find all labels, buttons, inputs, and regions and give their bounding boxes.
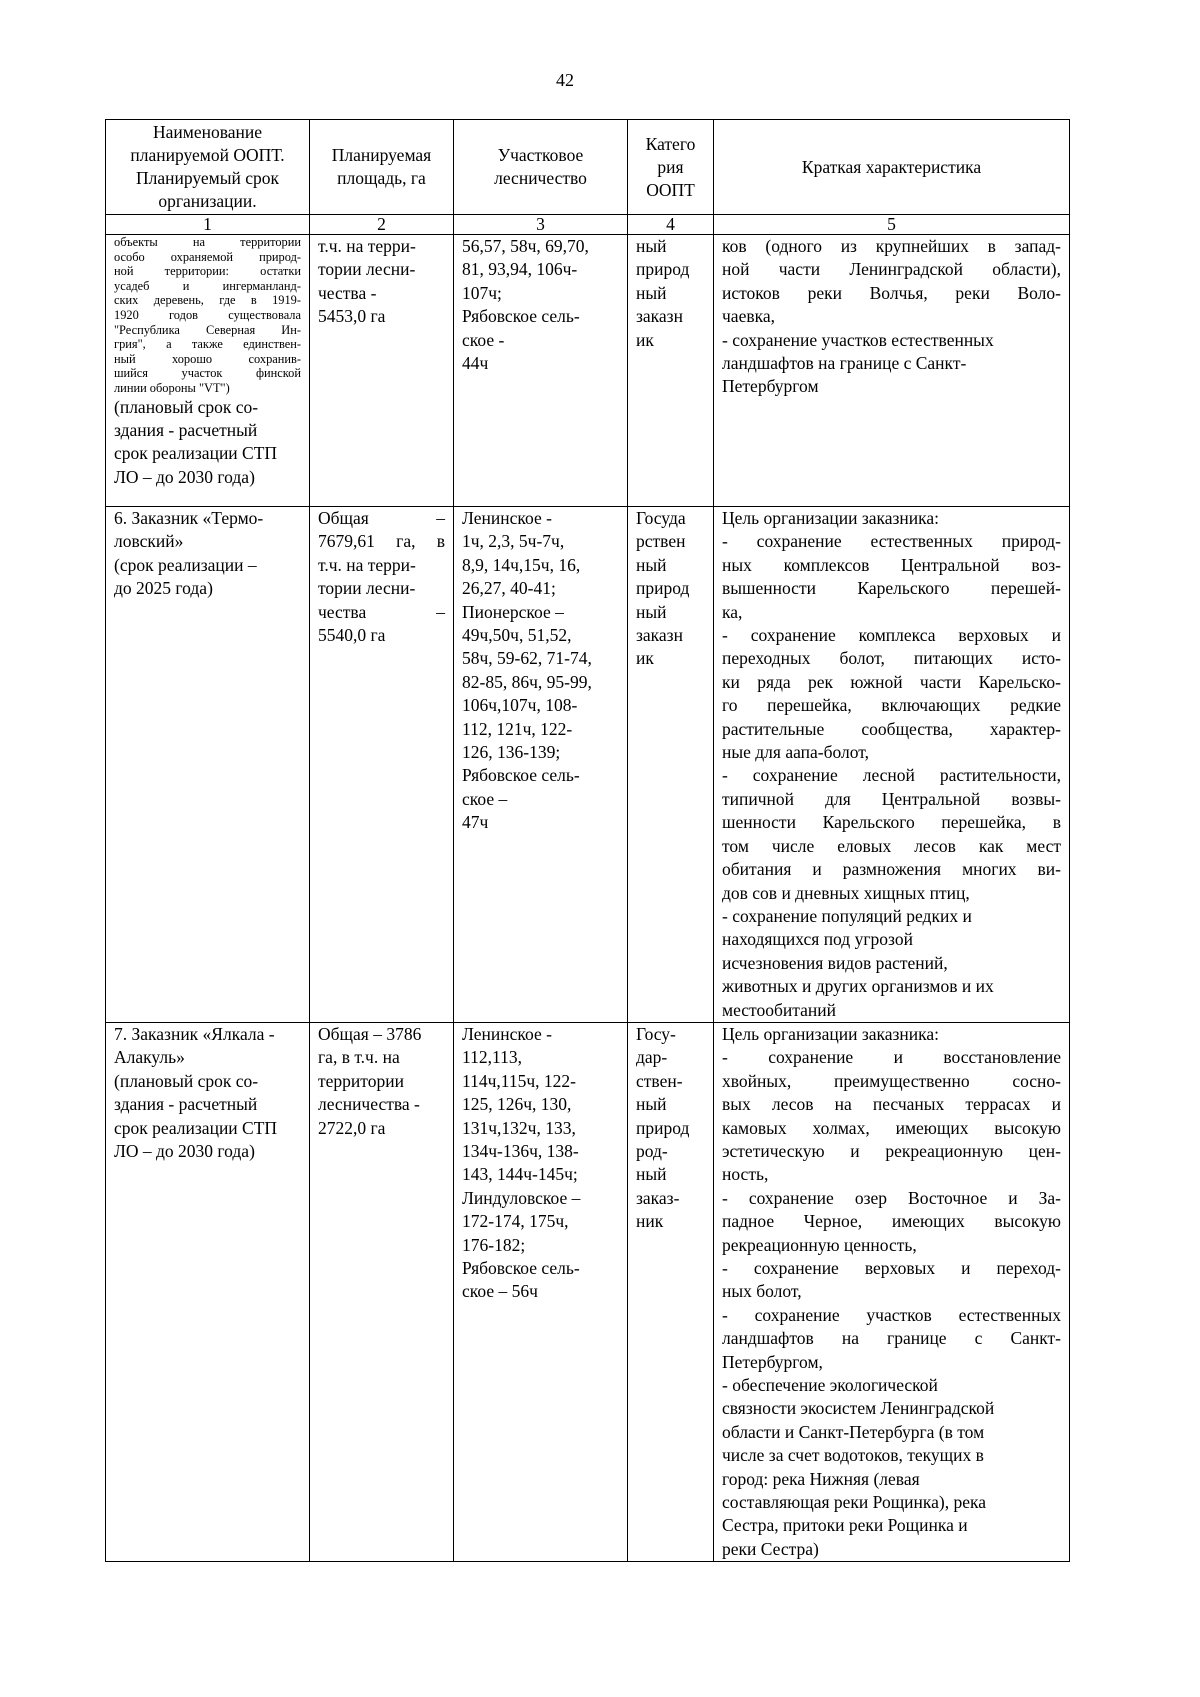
cell-line: - сохранение и восстановление xyxy=(722,1047,1061,1068)
cell-line: 5453,0 га xyxy=(318,306,386,327)
cell-line: объекты на территории xyxy=(114,235,301,249)
cell-area xyxy=(310,1022,454,1561)
cell-line: ных комплексов Центральной воз- xyxy=(722,554,1061,575)
cell-line: - сохранение участков естественных xyxy=(722,329,994,350)
cell-line: Пионерское – xyxy=(462,601,564,622)
cell-line: 7. Заказник «Ялкала - xyxy=(114,1023,275,1044)
cell-name xyxy=(106,507,310,1023)
cell-name xyxy=(106,235,310,507)
cell-line: 8,9, 14ч,15ч, 16, xyxy=(462,554,581,575)
cell-line: 1ч, 2,3, 5ч-7ч, xyxy=(462,531,565,552)
cell-line: животных и других организмов и их xyxy=(722,976,994,997)
cell-line: - сохранение комплекса верховых и xyxy=(722,625,1061,646)
header-line: площадь, га xyxy=(337,168,426,188)
cell-line: грия", а также единствен- xyxy=(114,337,301,352)
cell-line: Цель организации заказника: xyxy=(722,1023,940,1044)
cell-line: заказ- xyxy=(636,1187,680,1208)
cell-line: ка, xyxy=(722,601,743,622)
cell-line: числе за счет водотоков, текущих в xyxy=(722,1445,984,1466)
cell-line: ик xyxy=(636,329,654,350)
cell-line: до 2025 года) xyxy=(114,578,213,599)
cell-line: 56,57, 58ч, 69,70, xyxy=(462,236,589,256)
cell-line: Ленинское - xyxy=(462,1023,552,1044)
cell-line: 131ч,132ч, 133, xyxy=(462,1117,576,1138)
cell-line: - сохранение верховых и переход- xyxy=(722,1258,1061,1278)
cell-line: ной части Ленинградской области), xyxy=(722,259,1061,280)
cell-line: ный xyxy=(636,236,667,256)
cell-line: чества - xyxy=(318,282,377,303)
cell-line: рекреационную ценность, xyxy=(722,1234,917,1255)
cell-name xyxy=(106,1022,310,1561)
header-line: организации. xyxy=(158,191,257,211)
cell-line: здания - расчетный xyxy=(114,1094,258,1115)
cell-line: лесничества - xyxy=(318,1094,420,1115)
cell-line: Ленинское - xyxy=(462,508,552,528)
cell-line: - сохранение озер Восточное и За- xyxy=(722,1187,1061,1208)
cell-line: (срок реализации – xyxy=(114,554,257,575)
header-line: Планируемая xyxy=(331,145,432,165)
cell-line: ик xyxy=(636,648,654,669)
cell-line: ландшафтов на границе с Санкт- xyxy=(722,353,967,374)
small-print-block xyxy=(114,235,301,396)
header-line: Планируемый срок xyxy=(135,168,280,188)
cell-line: Общая – 3786 xyxy=(318,1023,422,1044)
column-number: 2 xyxy=(310,215,454,235)
cell-category xyxy=(628,507,714,1023)
cell-line: "Республика Северная Ин- xyxy=(114,322,301,337)
header-line: Катего xyxy=(645,133,696,154)
cell-line: ствен- xyxy=(636,1070,683,1091)
cell-line: ный хорошо сохранив- xyxy=(114,351,301,366)
cell-line: шийся участок финской xyxy=(114,366,301,381)
page-number: 42 xyxy=(556,70,574,90)
cell-line: 134ч-136ч, 138- xyxy=(462,1140,579,1161)
cell-line: растительные сообщества, характер- xyxy=(722,718,1061,739)
cell-line: род- xyxy=(636,1140,668,1161)
cell-line: 58ч, 59-62, 71-74, xyxy=(462,648,592,669)
cell-forestry xyxy=(454,235,628,507)
cell-line: го перешейка, включающих редкие xyxy=(722,695,1061,716)
cell-line: 81, 93,94, 106ч- xyxy=(462,259,578,280)
column-number: 5 xyxy=(714,215,1070,235)
header-name xyxy=(106,120,310,215)
cell-line: природ xyxy=(636,259,690,280)
header-line: Краткая характеристика xyxy=(801,156,982,177)
cell-line: 6. Заказник «Термо- xyxy=(114,508,264,528)
cell-line: рствен xyxy=(636,531,686,552)
cell-line: 49ч,50ч, 51,52, xyxy=(462,625,572,646)
cell-line: переходных болот, питающих исто- xyxy=(722,648,1061,669)
cell-line: 172-174, 175ч, xyxy=(462,1211,569,1232)
cell-line: (плановый срок со- xyxy=(114,1070,259,1091)
cell-line: здания - расчетный xyxy=(114,419,258,440)
cell-line: 47ч xyxy=(462,812,489,833)
header-forestry xyxy=(454,120,628,215)
cell-line: линии обороны "VT") xyxy=(114,380,230,395)
cell-line: ный xyxy=(636,1164,667,1185)
cell-line: 1920 годов существовала xyxy=(114,307,301,322)
cell-line: обитания и размножения многих ви- xyxy=(722,859,1061,880)
cell-line: Линдуловское – xyxy=(462,1187,581,1208)
table-row xyxy=(106,507,1070,1023)
cell-line: вышенности Карельского перешей- xyxy=(722,578,1061,599)
cell-line: природ xyxy=(636,1117,690,1138)
column-number: 3 xyxy=(454,215,628,235)
cell-line: ность, xyxy=(722,1164,769,1185)
cell-line: ник xyxy=(636,1211,664,1232)
cell-line: город: река Нижняя (левая xyxy=(722,1468,920,1489)
cell-line: Рябовское сель- xyxy=(462,1258,580,1278)
cell-line: 26,27, 40-41; xyxy=(462,578,556,599)
cell-line: Петербургом, xyxy=(722,1351,823,1372)
cell-line: - сохранение лесной растительности, xyxy=(722,765,1061,786)
header-line: Участковое xyxy=(497,145,584,165)
cell-line: 5540,0 га xyxy=(318,625,386,646)
cell-line: ков (одного из крупнейших в запад- xyxy=(722,236,1061,256)
cell-description xyxy=(714,1022,1070,1561)
cell-line: ный xyxy=(636,1094,667,1115)
cell-line: 107ч; xyxy=(462,282,502,303)
cell-line: ское – xyxy=(462,788,508,809)
cell-line: 7679,61 га, в xyxy=(318,531,445,552)
cell-line: истоков реки Волчья, реки Воло- xyxy=(722,282,1061,303)
table-row xyxy=(106,1022,1070,1561)
cell-line: Госу- xyxy=(636,1023,676,1044)
cell-line: реки Сестра) xyxy=(722,1538,819,1559)
table-row xyxy=(106,235,1070,507)
cell-line: чества – xyxy=(318,601,445,622)
cell-line: заказн xyxy=(636,625,683,646)
cell-category xyxy=(628,1022,714,1561)
header-line: рия xyxy=(657,156,684,177)
cell-line: ных болот, xyxy=(722,1281,802,1302)
cell-line: ское – 56ч xyxy=(462,1281,538,1302)
cell-line: 106ч,107ч, 108- xyxy=(462,695,578,716)
cell-line: Рябовское сель- xyxy=(462,306,580,327)
cell-line: территории xyxy=(318,1070,404,1091)
cell-line: т.ч. на терри- xyxy=(318,554,416,575)
cell-line: ный xyxy=(636,601,667,622)
cell-line: камовых холмах, имеющих высокую xyxy=(722,1117,1061,1138)
header-line: Наименование xyxy=(152,122,263,142)
cell-line: 126, 136-139; xyxy=(462,742,561,763)
cell-line: Общая – xyxy=(318,508,445,528)
cell-area xyxy=(310,235,454,507)
cell-line: шенности Карельского перешейка, в xyxy=(722,812,1061,833)
cell-line: 176-182; xyxy=(462,1234,526,1255)
cell-line: связности экосистем Ленинградской xyxy=(722,1398,995,1419)
header-line: лесничество xyxy=(494,168,587,188)
cell-line: тории лесни- xyxy=(318,578,416,599)
cell-line: области и Санкт-Петербурга (в том xyxy=(722,1421,985,1442)
cell-line: особо охраняемой природ- xyxy=(114,249,301,264)
cell-line: 125, 126ч, 130, xyxy=(462,1094,572,1115)
cell-line: тории лесни- xyxy=(318,259,416,280)
cell-line: ЛО – до 2030 года) xyxy=(114,466,255,487)
cell-line: - сохранение естественных природ- xyxy=(722,531,1061,552)
cell-line: эстетическую и рекреационную цен- xyxy=(722,1140,1061,1161)
cell-line: ЛО – до 2030 года) xyxy=(114,1140,255,1161)
header-description xyxy=(714,120,1070,215)
cell-line: дов сов и дневных хищных птиц, xyxy=(722,882,970,903)
cell-line: чаевка, xyxy=(722,306,775,327)
cell-forestry xyxy=(454,1022,628,1561)
cell-line: ный xyxy=(636,554,667,575)
cell-line: усадеб и ингерманланд- xyxy=(114,278,301,293)
header-line: ООПТ xyxy=(646,179,695,200)
cell-line: ные для аапа-болот, xyxy=(722,742,869,763)
cell-category xyxy=(628,235,714,507)
column-number: 4 xyxy=(628,215,714,235)
cell-line: вых лесов на песчаных террасах и xyxy=(722,1094,1061,1115)
cell-line: срок реализации СТП xyxy=(114,443,278,464)
cell-line: исчезновения видов растений, xyxy=(722,952,948,973)
cell-line: 2722,0 га xyxy=(318,1117,386,1138)
cell-description xyxy=(714,235,1070,507)
cell-line: (плановый срок со- xyxy=(114,396,259,417)
cell-line: ный xyxy=(636,282,667,303)
cell-line: типичной для Центральной возвы- xyxy=(722,788,1061,809)
cell-line: Цель организации заказника: xyxy=(722,508,940,528)
cell-line: ловский» xyxy=(114,531,184,552)
column-number: 1 xyxy=(106,215,310,235)
ootp-table xyxy=(105,119,1070,1562)
header-area xyxy=(310,120,454,215)
cell-line: ское - xyxy=(462,329,505,350)
cell-line: 114ч,115ч, 122- xyxy=(462,1070,577,1091)
column-number-row xyxy=(106,215,1070,235)
cell-line: составляющая реки Рощинка), река xyxy=(722,1492,987,1513)
cell-line: падное Черное, имеющих высокую xyxy=(722,1211,1061,1232)
cell-line: Рябовское сель- xyxy=(462,765,580,786)
header-category xyxy=(628,120,714,215)
cell-line: том числе еловых лесов как мест xyxy=(722,835,1061,856)
cell-area xyxy=(310,507,454,1023)
cell-line: ских деревень, где в 1919- xyxy=(114,293,301,308)
header-line: планируемой ООПТ. xyxy=(130,145,285,165)
cell-line: хвойных, преимущественно сосно- xyxy=(722,1070,1061,1091)
cell-line: га, в т.ч. на xyxy=(318,1047,400,1068)
cell-line: 44ч xyxy=(462,353,489,374)
cell-line: - сохранение популяций редких и xyxy=(722,905,972,926)
cell-line: Алакуль» xyxy=(114,1047,185,1068)
cell-line: 143, 144ч-145ч; xyxy=(462,1164,578,1185)
cell-line: местообитаний xyxy=(722,999,836,1020)
cell-line: дар- xyxy=(636,1047,668,1068)
header-row xyxy=(106,120,1070,215)
cell-line: природ xyxy=(636,578,690,599)
cell-line: ландшафтов на границе с Санкт- xyxy=(722,1328,1061,1349)
cell-line: - обеспечение экологической xyxy=(722,1375,938,1396)
cell-line: 112, 121ч, 122- xyxy=(462,718,573,739)
cell-forestry xyxy=(454,507,628,1023)
cell-line: т.ч. на терри- xyxy=(318,236,416,256)
cell-line: Петербургом xyxy=(722,376,819,397)
cell-description xyxy=(714,507,1070,1023)
cell-line: 82-85, 86ч, 95-99, xyxy=(462,671,592,692)
cell-line: заказн xyxy=(636,306,683,327)
cell-line: срок реализации СТП xyxy=(114,1117,278,1138)
cell-line: находящихся под угрозой xyxy=(722,929,913,950)
cell-line: Госуда xyxy=(636,508,686,528)
cell-line: ной территории: остатки xyxy=(114,264,301,279)
cell-line: Сестра, притоки реки Рощинка и xyxy=(722,1515,968,1536)
cell-line: ки ряда рек южной части Карельско- xyxy=(722,671,1061,692)
cell-line: - сохранение участков естественных xyxy=(722,1304,1061,1325)
cell-line: 112,113, xyxy=(462,1047,522,1068)
